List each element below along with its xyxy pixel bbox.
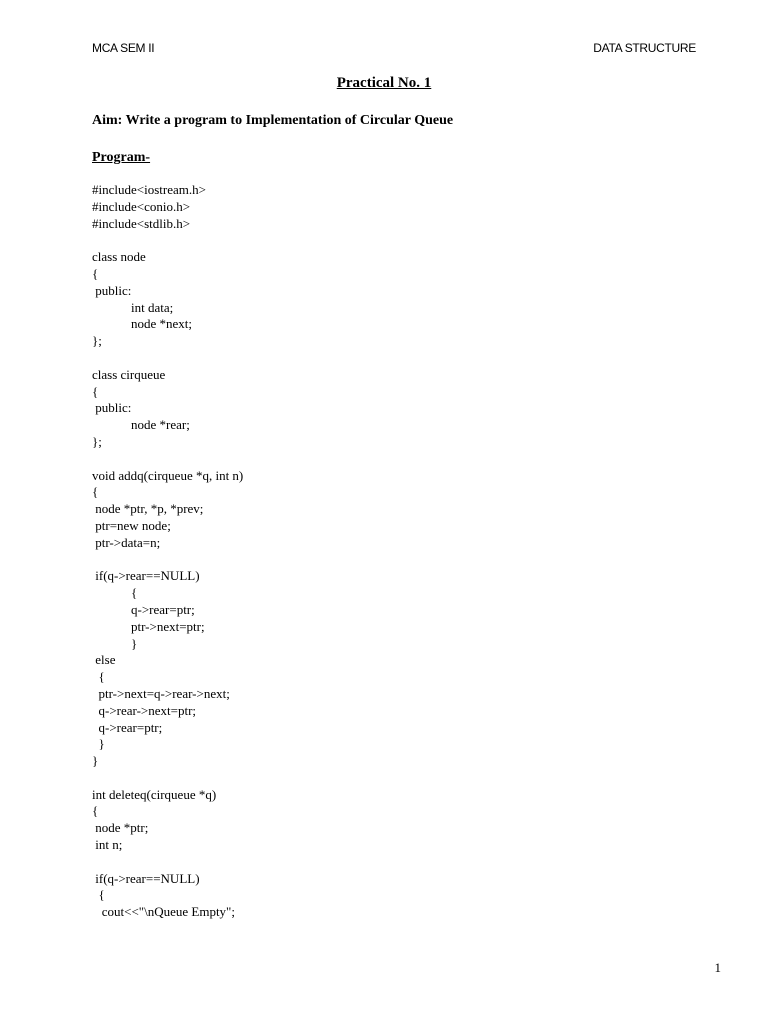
code-line: if(q->rear==NULL) <box>92 568 200 584</box>
code-line <box>92 552 243 569</box>
code-line: public: <box>92 400 132 416</box>
code-line: cout<<"\nQueue Empty"; <box>92 904 235 920</box>
code-line: ptr->data=n; <box>92 534 161 550</box>
code-line: if(q->rear==NULL) <box>92 870 200 886</box>
code-line: int deleteq(cirqueue *q) <box>92 786 217 802</box>
code-line: node *next; <box>92 316 193 332</box>
code-line <box>92 451 243 468</box>
code-line: #include<conio.h> <box>92 198 191 214</box>
code-line: void addq(cirqueue *q, int n) <box>92 467 244 483</box>
code-line: }; <box>92 333 102 349</box>
program-heading: Program- <box>92 150 151 165</box>
header-left: MCA SEM II <box>92 41 155 55</box>
code-line <box>92 350 243 367</box>
code-line: #include<iostream.h> <box>92 182 206 197</box>
code-line: #include<stdlib.h> <box>92 215 191 231</box>
code-line: q->rear=ptr; <box>92 719 163 735</box>
code-line: }; <box>92 433 102 449</box>
practical-title: Practical No. 1 <box>336 75 432 91</box>
code-line: { <box>92 887 105 903</box>
code-line: class node <box>92 249 146 265</box>
code-line: node *ptr, *p, *prev; <box>92 501 204 517</box>
code-line: { <box>92 484 99 500</box>
code-line: public: <box>92 282 132 298</box>
aim-statement: Aim: Write a program to Implementation of Circular Queue <box>92 113 454 128</box>
code-line: node *ptr; <box>92 820 149 836</box>
code-line: int data; <box>92 299 174 315</box>
code-line: } <box>92 736 105 752</box>
code-line: { <box>92 669 105 685</box>
code-line: class cirqueue <box>92 366 166 382</box>
code-line: } <box>92 753 99 769</box>
code-line: { <box>92 265 99 281</box>
code-line: ptr->next=ptr; <box>92 618 205 634</box>
code-line: q->rear->next=ptr; <box>92 702 197 718</box>
code-line: { <box>92 803 99 819</box>
code-line: else <box>92 652 116 668</box>
code-line: ptr=new node; <box>92 517 171 533</box>
code-line: } <box>92 635 138 651</box>
code-line <box>92 770 243 787</box>
code-line: q->rear=ptr; <box>92 601 195 617</box>
code-line: node *rear; <box>92 417 190 433</box>
code-line <box>92 854 243 871</box>
code-line: { <box>92 585 138 601</box>
code-line <box>92 232 243 249</box>
code-block <box>92 182 243 921</box>
header-right: DATA STRUCTURE <box>593 41 696 55</box>
code-line: { <box>92 383 99 399</box>
page-number: 1 <box>714 960 721 975</box>
code-line: ptr->next=q->rear->next; <box>92 685 230 701</box>
code-line: int n; <box>92 837 123 853</box>
